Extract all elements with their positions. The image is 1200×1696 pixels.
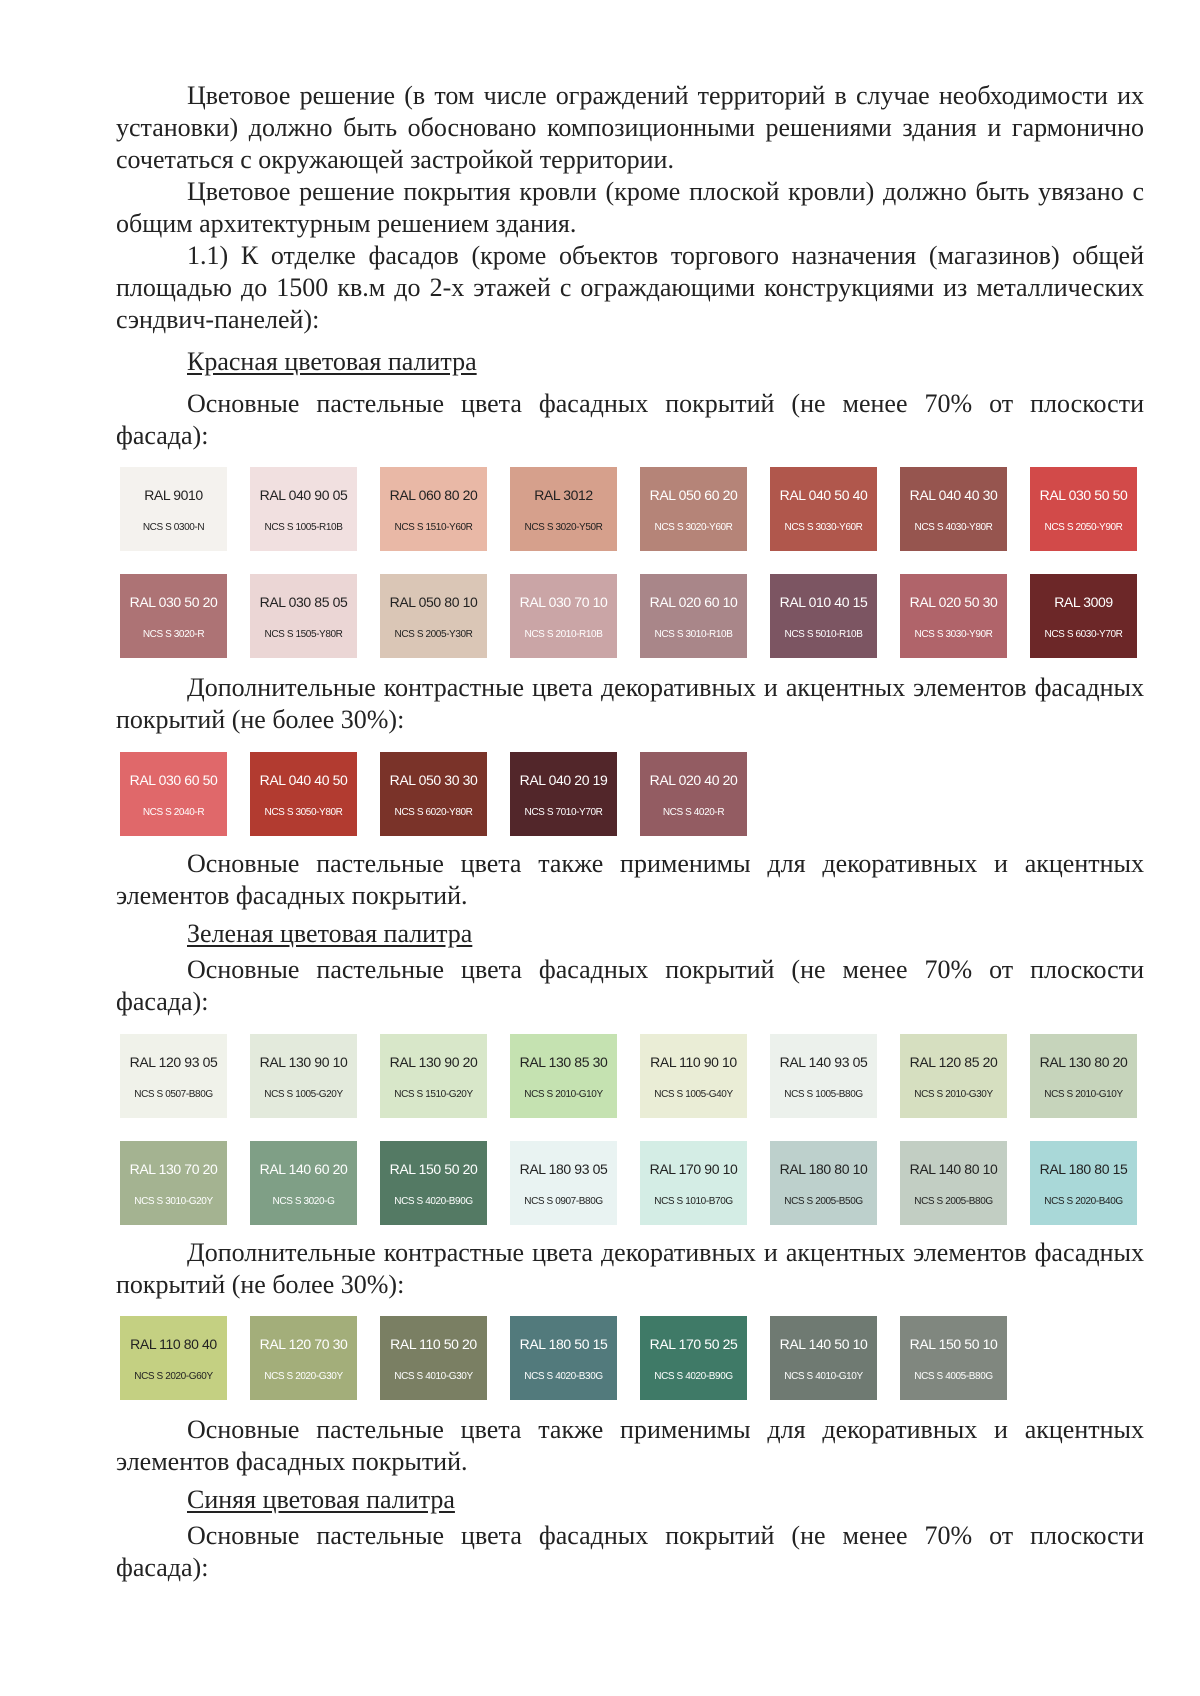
swatch-ral-code: RAL 150 50 10: [909, 1336, 998, 1352]
intro-block: [116, 80, 1144, 452]
color-swatch: [380, 467, 487, 551]
color-swatch: [120, 574, 227, 658]
color-swatch: [510, 574, 617, 658]
color-swatch: [380, 1316, 487, 1400]
paragraph-green-main: Основные пастельные цвета фасадных покрытий (не менее 70% от плоскости фасада):: [116, 955, 1144, 1016]
swatch-ncs-code: NCS S 0907-B80G: [524, 1196, 603, 1207]
swatch-ral-code: RAL 040 40 50: [259, 772, 348, 788]
swatch-ncs-code: NCS S 2010-G10Y: [1044, 1089, 1123, 1100]
swatch-ral-code: RAL 030 50 50: [1039, 487, 1128, 503]
swatch-ral-code: RAL 030 85 05: [259, 594, 348, 610]
color-swatch: [900, 467, 1007, 551]
swatch-ral-code: RAL 030 50 20: [129, 594, 218, 610]
swatch-ral-code: RAL 050 30 30: [389, 772, 478, 788]
swatch-ncs-code: NCS S 2020-G60Y: [134, 1371, 213, 1382]
color-swatch: [640, 574, 747, 658]
swatch-ncs-code: NCS S 2005-B50G: [784, 1196, 863, 1207]
swatch-ral-code: RAL 030 60 50: [129, 772, 218, 788]
color-swatch: [380, 1034, 487, 1118]
swatch-ncs-code: NCS S 2020-G30Y: [264, 1371, 343, 1382]
red-accent-text-block: [116, 672, 1144, 736]
heading-green-palette: Зеленая цветовая палитра: [187, 919, 473, 948]
red-note-block: [116, 848, 1144, 1018]
paragraph-green-note: Основные пастельные цвета также применимы для декоративных и акцентных элементов фасадных покрытий.: [116, 1415, 1144, 1476]
swatch-ncs-code: NCS S 3030-Y60R: [784, 522, 863, 533]
color-swatch: [510, 1141, 617, 1225]
color-swatch: [120, 1141, 227, 1225]
swatch-ncs-code: NCS S 2040-R: [142, 807, 205, 818]
swatch-ral-code: RAL 130 70 20: [129, 1161, 218, 1177]
swatch-ral-code: RAL 9010: [144, 487, 203, 503]
paragraph-red-main: Основные пастельные цвета фасадных покрытий (не менее 70% от плоскости фасада):: [116, 389, 1144, 450]
color-swatch: [640, 467, 747, 551]
swatch-ncs-code: NCS S 2010-R10B: [524, 629, 603, 640]
swatch-ncs-code: NCS S 4030-Y80R: [914, 522, 993, 533]
swatch-ral-code: RAL 030 70 10: [519, 594, 608, 610]
swatch-ral-code: RAL 130 90 10: [259, 1054, 348, 1070]
color-swatch: [120, 467, 227, 551]
color-swatch: [640, 752, 747, 836]
swatch-ncs-code: NCS S 2005-B80G: [914, 1196, 993, 1207]
color-swatch: [120, 1034, 227, 1118]
swatch-ncs-code: NCS S 1510-G20Y: [394, 1089, 473, 1100]
swatch-ncs-code: NCS S 4020-B30G: [524, 1371, 603, 1382]
green-accent-text-block: [116, 1237, 1144, 1301]
color-swatch: [900, 1316, 1007, 1400]
swatch-ncs-code: NCS S 4020-B90G: [654, 1371, 733, 1382]
color-swatch: [510, 1034, 617, 1118]
swatch-ral-code: RAL 170 50 25: [649, 1336, 738, 1352]
swatch-ncs-code: NCS S 3030-Y90R: [914, 629, 993, 640]
swatch-ncs-code: NCS S 2005-Y30R: [394, 629, 473, 640]
paragraph-color-solution: Цветовое решение (в том числе ограждений территорий в случае необходимости их установки) должно быть обосновано композиционными решениями здания и гармонично сочетаться с окружающей застройкой территории.: [116, 81, 1144, 174]
swatch-ral-code: RAL 130 90 20: [389, 1054, 478, 1070]
swatch-ral-code: RAL 180 50 15: [519, 1336, 608, 1352]
swatch-ncs-code: NCS S 3020-G: [272, 1196, 335, 1207]
swatch-ncs-code: NCS S 1505-Y80R: [264, 629, 343, 640]
swatch-ncs-code: NCS S 5010-R10B: [784, 629, 863, 640]
color-swatch: [1030, 1034, 1137, 1118]
swatch-ral-code: RAL 140 60 20: [259, 1161, 348, 1177]
paragraph-facade-finish: 1.1) К отделке фасадов (кроме объектов торгового назначения (магазинов) общей площадью до 1500 кв.м до 2-х этажей с ограждающими конструкциями из металлических сэндвич-панелей):: [116, 241, 1144, 334]
swatch-ncs-code: NCS S 3020-Y60R: [654, 522, 733, 533]
color-swatch: [510, 467, 617, 551]
color-swatch: [770, 467, 877, 551]
swatch-ncs-code: NCS S 3010-R10B: [654, 629, 733, 640]
swatch-ncs-code: NCS S 4010-G30Y: [394, 1371, 473, 1382]
swatch-ncs-code: NCS S 4020-B90G: [394, 1196, 473, 1207]
swatch-ral-code: RAL 120 70 30: [259, 1336, 348, 1352]
color-swatch: [770, 574, 877, 658]
color-swatch: [1030, 467, 1137, 551]
heading-blue-palette: Синяя цветовая палитра: [187, 1485, 455, 1514]
color-swatch: [380, 1141, 487, 1225]
swatch-ral-code: RAL 180 80 10: [779, 1161, 868, 1177]
swatch-ncs-code: NCS S 6020-Y80R: [394, 807, 473, 818]
swatch-ncs-code: NCS S 4010-G10Y: [784, 1371, 863, 1382]
swatch-ral-code: RAL 110 90 10: [650, 1054, 737, 1070]
swatch-ral-code: RAL 010 40 15: [779, 594, 868, 610]
swatch-ral-code: RAL 140 93 05: [779, 1054, 868, 1070]
color-swatch: [250, 574, 357, 658]
swatch-ncs-code: NCS S 7010-Y70R: [524, 807, 603, 818]
green-note-block: [116, 1414, 1144, 1584]
swatch-ral-code: RAL 020 50 30: [909, 594, 998, 610]
swatch-ncs-code: NCS S 2010-G10Y: [524, 1089, 603, 1100]
swatch-ral-code: RAL 3009: [1054, 594, 1113, 610]
color-swatch: [640, 1141, 747, 1225]
swatch-ral-code: RAL 060 80 20: [389, 487, 478, 503]
swatch-ral-code: RAL 110 50 20: [390, 1336, 477, 1352]
heading-red-palette: Красная цветовая палитра: [187, 347, 477, 376]
swatch-ral-code: RAL 020 40 20: [649, 772, 738, 788]
swatch-ral-code: RAL 040 20 19: [519, 772, 608, 788]
swatch-ral-code: RAL 050 80 10: [389, 594, 478, 610]
swatch-ncs-code: NCS S 1010-B70G: [654, 1196, 733, 1207]
color-swatch: [900, 1034, 1007, 1118]
swatch-ral-code: RAL 050 60 20: [649, 487, 738, 503]
color-swatch: [900, 1141, 1007, 1225]
swatch-ncs-code: NCS S 1005-B80G: [784, 1089, 863, 1100]
swatch-ral-code: RAL 040 90 05: [259, 487, 348, 503]
color-swatch: [900, 574, 1007, 658]
swatch-ncs-code: NCS S 1005-G40Y: [654, 1089, 733, 1100]
swatch-ral-code: RAL 180 93 05: [519, 1161, 608, 1177]
paragraph-roof-color: Цветовое решение покрытия кровли (кроме плоской кровли) должно быть увязано с общим архитектурным решением здания.: [116, 177, 1144, 238]
swatch-ncs-code: NCS S 3020-Y50R: [524, 522, 603, 533]
color-swatch: [380, 574, 487, 658]
swatch-ncs-code: NCS S 1005-R10B: [264, 522, 343, 533]
swatch-ncs-code: NCS S 0507-B80G: [134, 1089, 213, 1100]
color-swatch: [380, 752, 487, 836]
color-swatch: [770, 1034, 877, 1118]
color-swatch: [1030, 574, 1137, 658]
swatch-ral-code: RAL 130 85 30: [519, 1054, 608, 1070]
color-swatch: [510, 752, 617, 836]
color-swatch: [640, 1034, 747, 1118]
swatch-ral-code: RAL 020 60 10: [649, 594, 738, 610]
swatch-ncs-code: NCS S 3050-Y80R: [264, 807, 343, 818]
color-swatch: [250, 752, 357, 836]
color-swatch: [250, 1034, 357, 1118]
swatch-ral-code: RAL 180 80 15: [1039, 1161, 1128, 1177]
swatch-ncs-code: NCS S 2020-B40G: [1044, 1196, 1123, 1207]
paragraph-red-note: Основные пастельные цвета также применимы для декоративных и акцентных элементов фасадных покрытий.: [116, 849, 1144, 910]
swatch-ncs-code: NCS S 3010-G20Y: [134, 1196, 213, 1207]
swatch-ral-code: RAL 170 90 10: [649, 1161, 738, 1177]
color-swatch: [640, 1316, 747, 1400]
swatch-ncs-code: NCS S 0300-N: [142, 522, 205, 533]
swatch-ral-code: RAL 130 80 20: [1039, 1054, 1128, 1070]
color-swatch: [120, 752, 227, 836]
swatch-ral-code: RAL 110 80 40: [130, 1336, 217, 1352]
swatch-ral-code: RAL 120 85 20: [909, 1054, 998, 1070]
color-swatch: [120, 1316, 227, 1400]
paragraph-blue-main: Основные пастельные цвета фасадных покрытий (не менее 70% от плоскости фасада):: [116, 1521, 1144, 1582]
swatch-ncs-code: NCS S 3020-R: [142, 629, 205, 640]
swatch-ral-code: RAL 120 93 05: [129, 1054, 218, 1070]
color-swatch: [250, 467, 357, 551]
paragraph-red-accent: Дополнительные контрастные цвета декоративных и акцентных элементов фасадных покрытий (не более 30%):: [116, 673, 1144, 734]
swatch-ral-code: RAL 140 50 10: [779, 1336, 868, 1352]
color-swatch: [770, 1141, 877, 1225]
swatch-ncs-code: NCS S 1510-Y60R: [394, 522, 473, 533]
swatch-ral-code: RAL 150 50 20: [389, 1161, 478, 1177]
color-swatch: [1030, 1141, 1137, 1225]
color-swatch: [250, 1141, 357, 1225]
swatch-ncs-code: NCS S 1005-G20Y: [264, 1089, 343, 1100]
swatch-ncs-code: NCS S 2010-G30Y: [914, 1089, 993, 1100]
swatch-ncs-code: NCS S 6030-Y70R: [1044, 629, 1123, 640]
paragraph-green-accent: Дополнительные контрастные цвета декоративных и акцентных элементов фасадных покрытий (не более 30%):: [116, 1238, 1144, 1299]
swatch-ncs-code: NCS S 2050-Y90R: [1044, 522, 1123, 533]
color-swatch: [250, 1316, 357, 1400]
color-swatch: [770, 1316, 877, 1400]
swatch-ral-code: RAL 040 40 30: [909, 487, 998, 503]
color-swatch: [510, 1316, 617, 1400]
swatch-ncs-code: NCS S 4020-R: [662, 807, 725, 818]
swatch-ral-code: RAL 3012: [534, 487, 593, 503]
swatch-ncs-code: NCS S 4005-B80G: [914, 1371, 993, 1382]
swatch-ral-code: RAL 140 80 10: [909, 1161, 998, 1177]
swatch-ral-code: RAL 040 50 40: [779, 487, 868, 503]
